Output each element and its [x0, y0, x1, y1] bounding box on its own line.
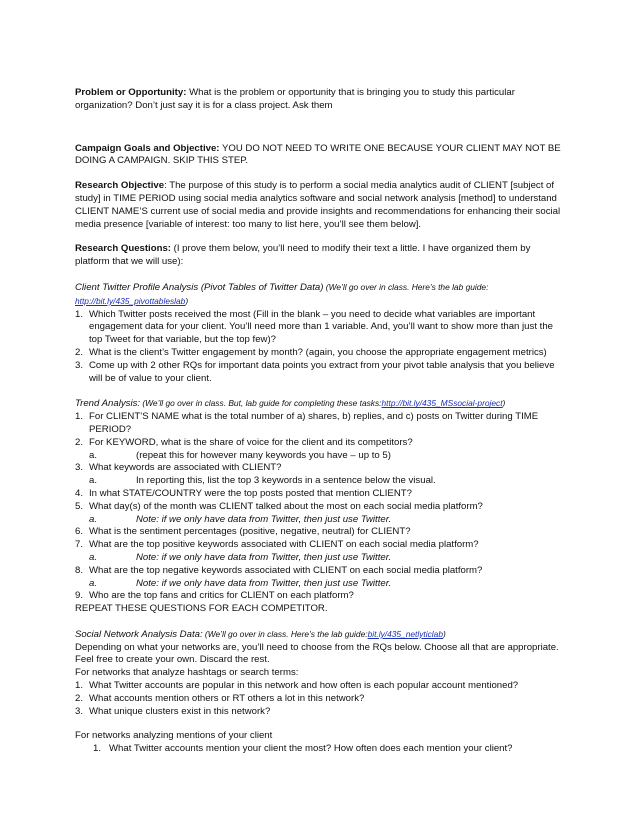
problem-paragraph — [75, 87, 565, 113]
sna-heading-line — [75, 628, 565, 642]
sna-mentions-label: For networks analyzing mentions of your client — [75, 730, 273, 742]
campaign-paragraph — [75, 143, 565, 169]
sub-item — [89, 450, 565, 463]
sub-item — [89, 475, 565, 488]
list-item — [75, 488, 565, 501]
item-text: What keywords are associated with CLIENT? — [89, 462, 282, 474]
research-objective-text: : The purpose of this study is to perform a social media analytics audit of CLIENT [subject of study] in TIME PERIOD using social media analytics software and social network analysis [method] to understand CLIENT NAME’S current use of social media and provide insights and recommendations for enhancing their social media presence [variable of interest: too many to list here, you’ll see them below]. — [75, 180, 561, 230]
item-number: 1. — [75, 411, 84, 423]
item-number: 1. — [93, 743, 102, 755]
sna-hashtags-label: For networks that analyze hashtags or search terms: — [75, 667, 299, 679]
item-text: What day(s) of the month was CLIENT talked about the most on each social media platform? — [89, 500, 483, 512]
client-twitter-close: ) — [185, 295, 189, 306]
item-number: 4. — [75, 487, 84, 499]
item-text: What accounts mention others or RT others a lot in this network? — [89, 692, 365, 704]
item-text: Come up with 2 other RQs for important data points you extract from your pivot table analysis that you believe will be of value to your client. — [89, 359, 555, 384]
item-number: 3. — [75, 462, 84, 474]
sub-item — [89, 552, 565, 565]
trend-close: ) — [502, 398, 506, 409]
research-objective-paragraph — [75, 180, 565, 231]
list-item — [75, 565, 565, 591]
item-text: For CLIENT’S NAME what is the total number of a) shares, b) replies, and c) posts on Twitter during TIME PERIOD? — [89, 411, 539, 435]
item-number: 9. — [75, 590, 84, 602]
sub-item-text: (repeat this for however many keywords you have – up to 5) — [136, 449, 391, 461]
research-questions-label: Research Questions: — [75, 243, 171, 255]
sub-item — [89, 578, 565, 591]
campaign-text: YOU DO NOT NEED TO WRITE ONE BECAUSE YOUR CLIENT MAY NOT BE DOING A CAMPAIGN. SKIP THIS STEP. — [75, 142, 561, 167]
list-item — [75, 360, 565, 386]
client-twitter-note: (We’ll go over in class. Here’s the lab guide: — [323, 281, 489, 292]
sub-item-letter: a. — [89, 513, 98, 525]
item-text: What unique clusters exist in this network? — [89, 705, 271, 717]
item-number: 5. — [75, 500, 84, 512]
research-questions-text: (I prove them below, you’ll need to modify their text a little. I have organized them by platform that we will use): — [75, 243, 531, 268]
trend-heading-line — [75, 397, 565, 411]
sna-hashtags-list — [75, 680, 565, 718]
item-number: 2. — [75, 436, 84, 448]
sna-section — [75, 628, 565, 756]
sna-heading: Social Network Analysis Data: — [75, 628, 203, 640]
sub-item — [89, 514, 565, 527]
list-item — [75, 693, 565, 706]
trend-heading: Trend Analysis: — [75, 398, 141, 410]
item-number: 2. — [75, 346, 84, 358]
item-text: What are the top positive keywords associated with CLIENT on each social media platform? — [89, 539, 479, 551]
list-item — [75, 501, 565, 527]
list-item — [75, 411, 565, 437]
list-item — [75, 706, 565, 719]
problem-label: Problem or Opportunity: — [75, 87, 187, 98]
item-number: 3. — [75, 359, 84, 371]
item-text: What is the sentiment percentages (positive, negative, neutral) for CLIENT? — [89, 526, 411, 538]
item-text: In what STATE/COUNTRY were the top posts posted that mention CLIENT? — [89, 487, 412, 499]
client-twitter-link[interactable]: http://bit.ly/435_pivottableslab — [75, 295, 186, 306]
repeat-instruction: REPEAT THESE QUESTIONS FOR EACH COMPETITOR. — [75, 603, 328, 615]
sub-item-text: Note: if we only have data from Twitter, then just use Twitter. — [136, 551, 392, 563]
item-number: 1. — [75, 680, 84, 692]
problem-text: What is the problem or opportunity that is bringing you to study this particular organization? Don’t just say it is for a class project. Ask them — [75, 87, 515, 111]
item-text: Which Twitter posts received the most (Fill in the blank – you need to decide what variables are important engagement data for your client. You’ll need more than 1 variable. And, you’ll want to show more than just the top Tweet for that variable, but the top few)? — [89, 308, 553, 346]
trend-list — [75, 411, 565, 603]
client-twitter-list — [75, 309, 565, 386]
item-number: 3. — [75, 705, 84, 717]
client-twitter-section — [75, 281, 565, 385]
sub-item-letter: a. — [89, 577, 98, 589]
sub-item-letter: a. — [89, 449, 98, 461]
item-number: 2. — [75, 692, 84, 704]
research-objective-label: Research Objective — [75, 180, 165, 192]
campaign-label: Campaign Goals and Objective: — [75, 142, 220, 154]
item-text: For KEYWORD, what is the share of voice for the client and its competitors? — [89, 436, 413, 448]
item-number: 1. — [75, 308, 84, 320]
sna-note: (We’ll go over in class. Here’s the lab guide: — [202, 628, 368, 639]
item-text: What is the client’s Twitter engagement by month? (again, you choose the appropriate engagement metrics) — [89, 346, 547, 358]
client-twitter-heading: Client Twitter Profile Analysis (Pivot Tables of Twitter Data) — [75, 281, 324, 293]
sub-item-letter: a. — [89, 551, 98, 563]
research-questions-paragraph — [75, 243, 565, 269]
item-number: 8. — [75, 564, 84, 576]
trend-link[interactable]: http://bit.ly/435_MSsocial-project — [381, 398, 503, 409]
item-text: Who are the top fans and critics for CLIENT on each platform? — [89, 590, 354, 602]
list-item — [75, 526, 565, 539]
list-item — [75, 462, 565, 488]
item-text: What Twitter accounts mention your client the most? How often does each mention your client? — [109, 743, 513, 755]
sna-close: ) — [442, 628, 446, 639]
sub-item-text: In reporting this, list the top 3 keywords in a sentence below the visual. — [136, 475, 436, 487]
list-item — [75, 347, 565, 360]
list-item — [75, 743, 565, 756]
sub-item-text: Note: if we only have data from Twitter, then just use Twitter. — [136, 577, 392, 589]
trend-section — [75, 397, 565, 616]
list-item — [75, 539, 565, 565]
document-page — [75, 87, 565, 756]
sna-intro: Depending on what your networks are, you’ll need to choose from the RQs below. Choose all that are appropriate. Feel free to create your own. Discard the rest. — [75, 641, 559, 666]
sub-item-letter: a. — [89, 475, 98, 487]
sna-link[interactable]: bit.ly/435_netlyticlab — [367, 628, 443, 639]
list-item — [75, 680, 565, 693]
item-number: 6. — [75, 526, 84, 538]
item-text: What are the top negative keywords associated with CLIENT on each social media platform? — [89, 564, 483, 576]
list-item — [75, 590, 565, 603]
trend-note: (We’ll go over in class. But, lab guide for completing these tasks: — [140, 398, 382, 409]
sub-item-text: Note: if we only have data from Twitter, then just use Twitter. — [136, 513, 392, 525]
item-number: 7. — [75, 539, 84, 551]
list-item — [75, 309, 565, 347]
list-item — [75, 437, 565, 463]
item-text: What Twitter accounts are popular in this network and how often is each popular account mentioned? — [89, 680, 519, 692]
client-twitter-heading-line — [75, 281, 565, 309]
